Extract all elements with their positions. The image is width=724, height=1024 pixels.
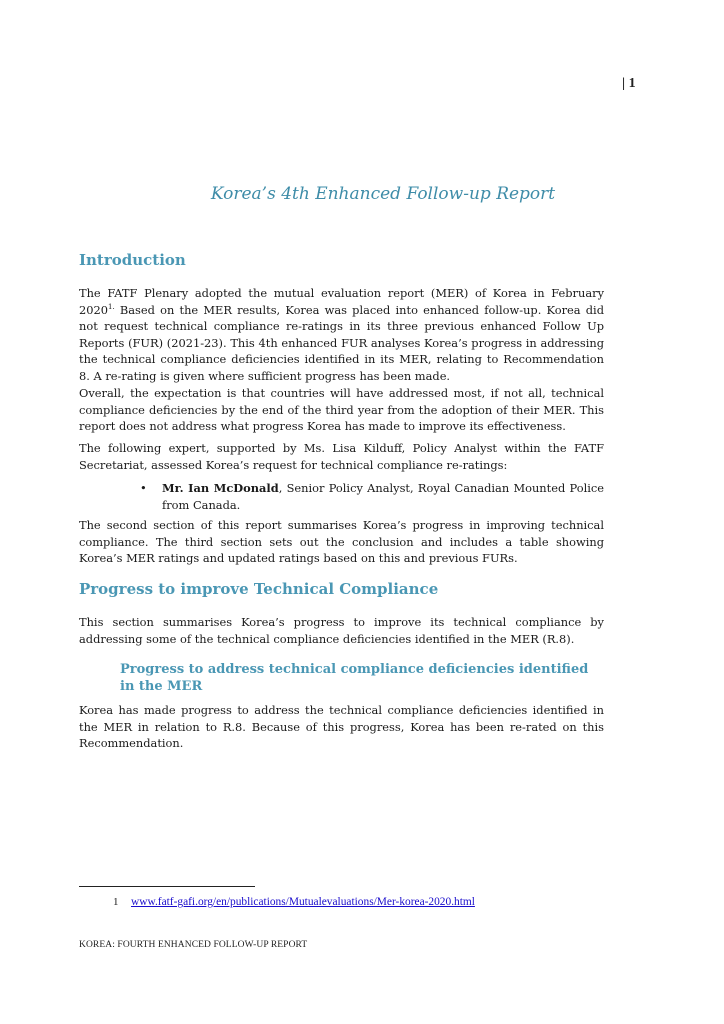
progress-heading: Progress to improve Technical Compliance <box>79 580 439 598</box>
progress-paragraph-1: This section summarises Korea’s progress to improve its technical compliance by addressing some of the technical compliance deficiencies identified in the MER (R.8). <box>79 615 604 646</box>
expert-list-item <box>140 480 604 513</box>
page-footer: KOREA: FOURTH ENHANCED FOLLOW-UP REPORT <box>79 940 308 950</box>
introduction-paragraph-4: The second section of this report summarises Korea’s progress in improving technical compliance. The third section sets out the conclusion and includes a table showing Korea’s MER ratings and updated ratings based on this and previous FURs. <box>79 518 604 566</box>
expert-description: , Senior Policy Analyst, Royal Canadian Mounted Police from Canada. <box>162 481 604 512</box>
introduction-heading: Introduction <box>79 251 186 269</box>
progress-paragraph-2: Korea has made progress to address the technical compliance deficiencies identified in the MER in relation to R.8. Because of this progress, Korea has been re-rated on this Recommendation. <box>79 703 604 751</box>
expert-name: Mr. Ian McDonald <box>162 481 279 495</box>
bullet-icon: • <box>140 481 147 495</box>
introduction-paragraph-2: Overall, the expectation is that countries will have addressed most, if not all, technical compliance deficiencies by the end of the third year from the adoption of their MER. This report does not address what progress Korea has made to improve its effectiveness. <box>79 386 604 434</box>
footnote-link[interactable]: www.fatf-gafi.org/en/publications/Mutualevaluations/Mer-korea-2020.html <box>131 896 475 908</box>
footnote-number: 1 <box>113 896 119 908</box>
introduction-paragraph-3: The following expert, supported by Ms. Lisa Kilduff, Policy Analyst within the FATF Secretariat, assessed Korea’s request for technical compliance re-ratings: <box>79 441 604 472</box>
progress-subheading: Progress to address technical compliance deficiencies identified in the MER <box>120 662 589 694</box>
intro-p1-text: The FATF Plenary adopted the mutual evaluation report (MER) of Korea in February 2020 <box>79 286 604 317</box>
page-number: | 1 <box>622 76 636 91</box>
introduction-paragraph-1 <box>79 285 604 385</box>
footnote-ref-1[interactable]: 1. <box>108 302 115 311</box>
expert-entry <box>162 480 604 513</box>
footnote-divider <box>79 886 255 887</box>
document-title: Korea’s 4th Enhanced Follow-up Report <box>210 184 556 204</box>
intro-p1-rest: Based on the MER results, Korea was placed into enhanced follow-up. Korea did not request technical compliance re-ratings in its three previous enhanced Follow Up Reports (FUR) (2021-23). This 4th enhanced FUR analyses Korea’s progress in addressing the technical compliance deficiencies identified in its MER, relating to Recommendation 8. A re-rating is given where sufficient progress has been made. <box>79 302 604 383</box>
